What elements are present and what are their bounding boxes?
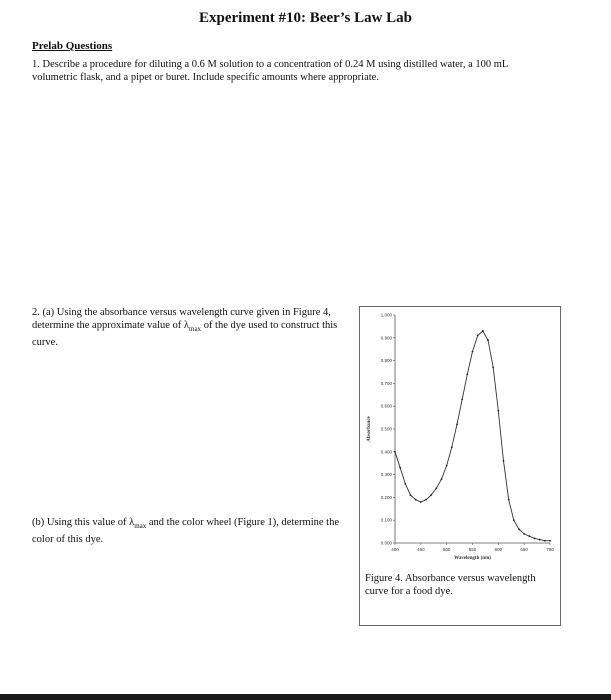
data-point: [420, 501, 422, 503]
series-line: [395, 331, 550, 541]
data-point: [451, 446, 453, 448]
lambda-max-subscript: max: [134, 522, 147, 531]
y-tick-label: 0.300: [380, 472, 392, 478]
data-point: [394, 451, 396, 453]
y-axis-label: Absorbance: [367, 416, 372, 442]
data-point: [410, 494, 412, 496]
data-point: [404, 483, 406, 485]
y-tick-label: 0.500: [380, 426, 392, 432]
y-tick-label: 0.200: [380, 494, 392, 500]
section-heading: Prelab Questions: [32, 40, 113, 52]
data-point: [477, 335, 479, 337]
data-point: [497, 410, 499, 412]
lambda-max-subscript: max: [189, 325, 202, 334]
data-point: [456, 424, 458, 426]
data-point: [446, 465, 448, 467]
x-tick-label: 450: [417, 547, 425, 552]
data-point: [461, 398, 463, 400]
y-tick-label: 0.900: [380, 335, 392, 341]
data-point: [430, 494, 432, 496]
y-tick-label: 1.000: [380, 312, 392, 318]
data-point: [534, 538, 536, 540]
x-tick-label: 650: [520, 547, 528, 552]
data-point: [399, 467, 401, 469]
x-axis-label: Wavelength (nm): [454, 556, 491, 561]
y-axis-label-group: [367, 415, 372, 441]
y-tick-label: 0.700: [380, 380, 392, 386]
data-point: [528, 535, 530, 537]
absorbance-chart: [360, 307, 560, 567]
x-tick-label: 600: [494, 547, 503, 552]
data-point: [544, 540, 546, 542]
data-point: [425, 499, 427, 501]
data-point: [466, 373, 468, 375]
data-point: [415, 499, 417, 501]
y-tick-label: 0.000: [380, 540, 392, 546]
question-2a-text-start: 2. (a) Using the absorbance versus wavelength curve given in Figure 4, determine the approximate value of λ: [32, 307, 331, 331]
y-tick-label: 0.800: [380, 358, 392, 364]
bottom-bar: [0, 694, 611, 700]
page-title: Experiment #10: Beer’s Law Lab: [198, 10, 413, 26]
x-tick-label: 550: [468, 547, 477, 552]
data-point: [549, 540, 551, 542]
question-2b-text-start: (b) Using this value of λ: [32, 517, 135, 528]
data-point: [435, 487, 437, 489]
y-tick-label: 0.600: [380, 403, 392, 409]
question-2b-text-end: and the color wheel (Figure 1), determine the color of this dye.: [32, 517, 339, 546]
x-tick-label: 500: [442, 547, 451, 552]
question-1: 1. Describe a procedure for diluting a 0.6 M solution to a concentration of 0.24 M using distilled water, a 100 mL volumetric flask, and a pipet or buret. Include specific amounts where appropriate.: [32, 59, 508, 83]
data-point: [518, 528, 520, 530]
data-point: [441, 478, 443, 480]
data-point: [503, 460, 505, 462]
data-point: [492, 367, 494, 369]
data-point: [482, 330, 484, 332]
data-point: [513, 519, 515, 521]
figure-caption: Figure 4. Absorbance versus wavelength curve for a food dye.: [365, 573, 536, 597]
data-point: [539, 539, 541, 541]
data-point: [487, 339, 489, 341]
data-point: [508, 499, 510, 501]
x-tick-label: 700: [546, 547, 554, 552]
y-tick-label: 0.400: [380, 449, 392, 455]
question-2a: [32, 306, 350, 349]
data-point: [523, 533, 525, 535]
question-2b: [32, 516, 350, 546]
x-tick-label: 400: [391, 547, 399, 552]
y-tick-label: 0.100: [380, 517, 392, 523]
question-2a-text-end: of the dye used to construct this curve.: [32, 320, 338, 349]
data-point: [472, 351, 474, 353]
